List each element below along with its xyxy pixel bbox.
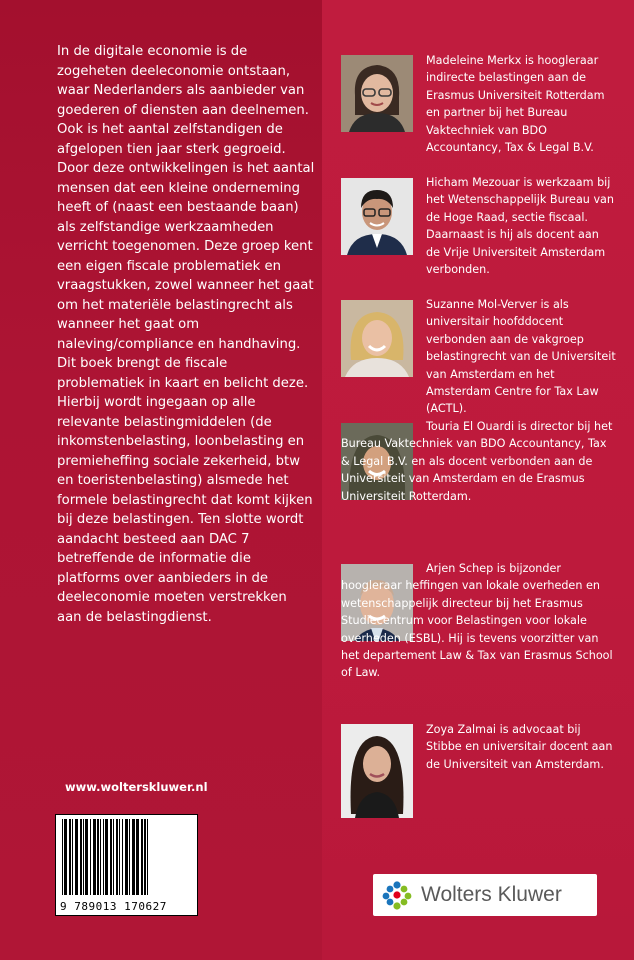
author-bio-el-ouardi: Touria El Ouardi is director bij het Bureau Vaktechniek van BDO Accountancy, Tax & Legal B.V. en als docent verbonden aan de Universiteit van Amsterdam en de Erasmus Universiteit Rotterdam.	[341, 420, 613, 503]
publisher-website-link[interactable]: www.wolterskluwer.nl	[65, 780, 208, 794]
wolters-kluwer-logo-icon	[381, 880, 413, 910]
publisher-name: Wolters Kluwer	[421, 883, 562, 906]
book-description: In de digitale economie is de zogeheten deeleconomie ontstaan, waar Nederlanders als aanbieder van goederen of diensten aan deelnemen. Ook is het aantal zelfstandigen de afgelopen tien jaar sterk gegroeid. Door deze ontwikkelingen is het aantal mensen dat een kleine onderneming heeft of (naast een bestaande baan) als zelfstandige werkzaamheden verricht toegenomen. Deze groep kent een eigen fiscale problematiek en vraagstukken, zowel wanneer het gaat om het materiële belastingrecht als wanneer het gaat om naleving/compliance en handhaving. Dit boek brengt de fiscale problematiek in kaart en belicht deze. Hierbij wordt ingegaan op alle relevante belastingmiddelen (de inkomstenbelasting, loonbelasting en premieheffing sociale zekerheid, btw en toeristenbelasting) alsmede het formele belastingrecht dat komt kijken bij deze belastingen. Ten slotte wordt aandacht besteed aan DAC 7 betreffende de informatie die platforms over aanbieders in de deeleconomie moeten verstrekken aan de belastingdienst.	[57, 44, 315, 625]
author-photo-zalmai	[341, 724, 413, 818]
barcode-bars	[60, 819, 194, 897]
author-photo-mezouar	[341, 178, 413, 255]
author-photo-merkx	[341, 55, 413, 132]
author-bio-schep: Arjen Schep is bijzonder hoogleraar heffingen van lokale overheden en wetenschappelijk directeur bij het Erasmus Studiecentrum voor Belastingen voor lokale overheden (ESBL). Hij is tevens voorzitter van het departement Law & Tax van Erasmus School of Law.	[341, 562, 613, 680]
publisher-logo	[373, 874, 597, 916]
isbn-barcode	[55, 814, 198, 916]
author-bio-merkx: Madeleine Merkx is hoogleraar indirecte belastingen aan de Erasmus Universiteit Rotterdam en partner bij het Bureau Vaktechniek van BDO Accountancy, Tax & Legal B.V.	[426, 54, 605, 155]
isbn-number: 9 789013 170627	[60, 900, 167, 913]
author-bio-zalmai: Zoya Zalmai is advocaat bij Stibbe en universitair docent aan de Universiteit van Amsterdam.	[426, 723, 613, 771]
author-photo-mol-verver	[341, 300, 413, 377]
author-bio-mezouar: Hicham Mezouar is werkzaam bij het Wetenschappelijk Bureau van de Hoge Raad, sectie fiscaal. Daarnaast is hij als docent aan de Vrije Universiteit Amsterdam verbonden.	[426, 176, 615, 277]
author-bio-mol-verver: Suzanne Mol-Verver is als universitair hoofddocent verbonden aan de vakgroep belastingrecht van de Universiteit van Amsterdam en het Amsterdam Centre for Tax Law (ACTL).	[426, 298, 616, 416]
